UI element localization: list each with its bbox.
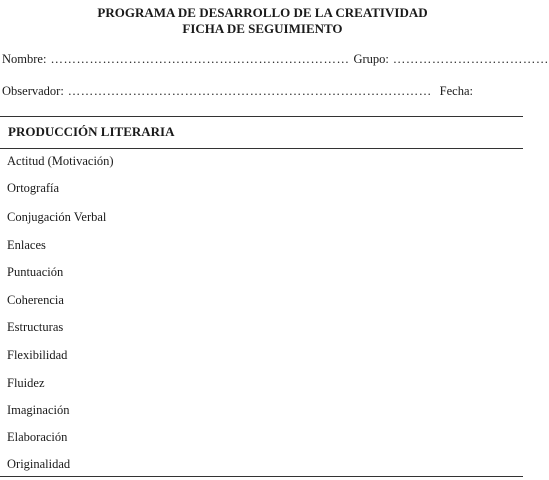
criteria-item-imaginacion: Imaginación (7, 403, 70, 417)
form-title: PROGRAMA DE DESARROLLO DE LA CREATIVIDAD (97, 5, 428, 20)
grupo-field[interactable]: ……………………………… (392, 52, 549, 66)
criteria-item-estructuras: Estructuras (7, 320, 64, 334)
criteria-item-coherencia: Coherencia (7, 293, 64, 307)
section-bottom-rule (0, 476, 523, 477)
criteria-item-conjugacion: Conjugación Verbal (7, 210, 107, 224)
criteria-item-flexibilidad: Flexibilidad (7, 348, 68, 362)
section-header-rule (0, 148, 523, 149)
criteria-item-puntuacion: Puntuación (7, 265, 64, 279)
form-subtitle: FICHA DE SEGUIMIENTO (182, 21, 343, 36)
nombre-grupo-row (2, 51, 549, 67)
criteria-item-fluidez: Fluidez (7, 376, 45, 390)
observador-label: Observador: (2, 84, 64, 98)
criteria-item-originalidad: Originalidad (7, 457, 71, 471)
criteria-item-ortografia: Ortografía (7, 181, 60, 195)
criteria-item-enlaces: Enlaces (7, 238, 46, 252)
observador-fecha-row (2, 83, 521, 99)
section-top-rule (0, 116, 523, 117)
criteria-item-actitud: Actitud (Motivación) (7, 154, 114, 168)
section-title: PRODUCCIÓN LITERARIA (8, 124, 175, 139)
criteria-item-elaboracion: Elaboración (7, 430, 68, 444)
grupo-label: Grupo: (353, 52, 389, 66)
observador-field[interactable]: ………………………………………………………………………… (67, 84, 432, 98)
fecha-label: Fecha: (439, 84, 473, 98)
nombre-label: Nombre: (2, 52, 47, 66)
nombre-field[interactable]: …………………………………………………………… (50, 52, 350, 66)
